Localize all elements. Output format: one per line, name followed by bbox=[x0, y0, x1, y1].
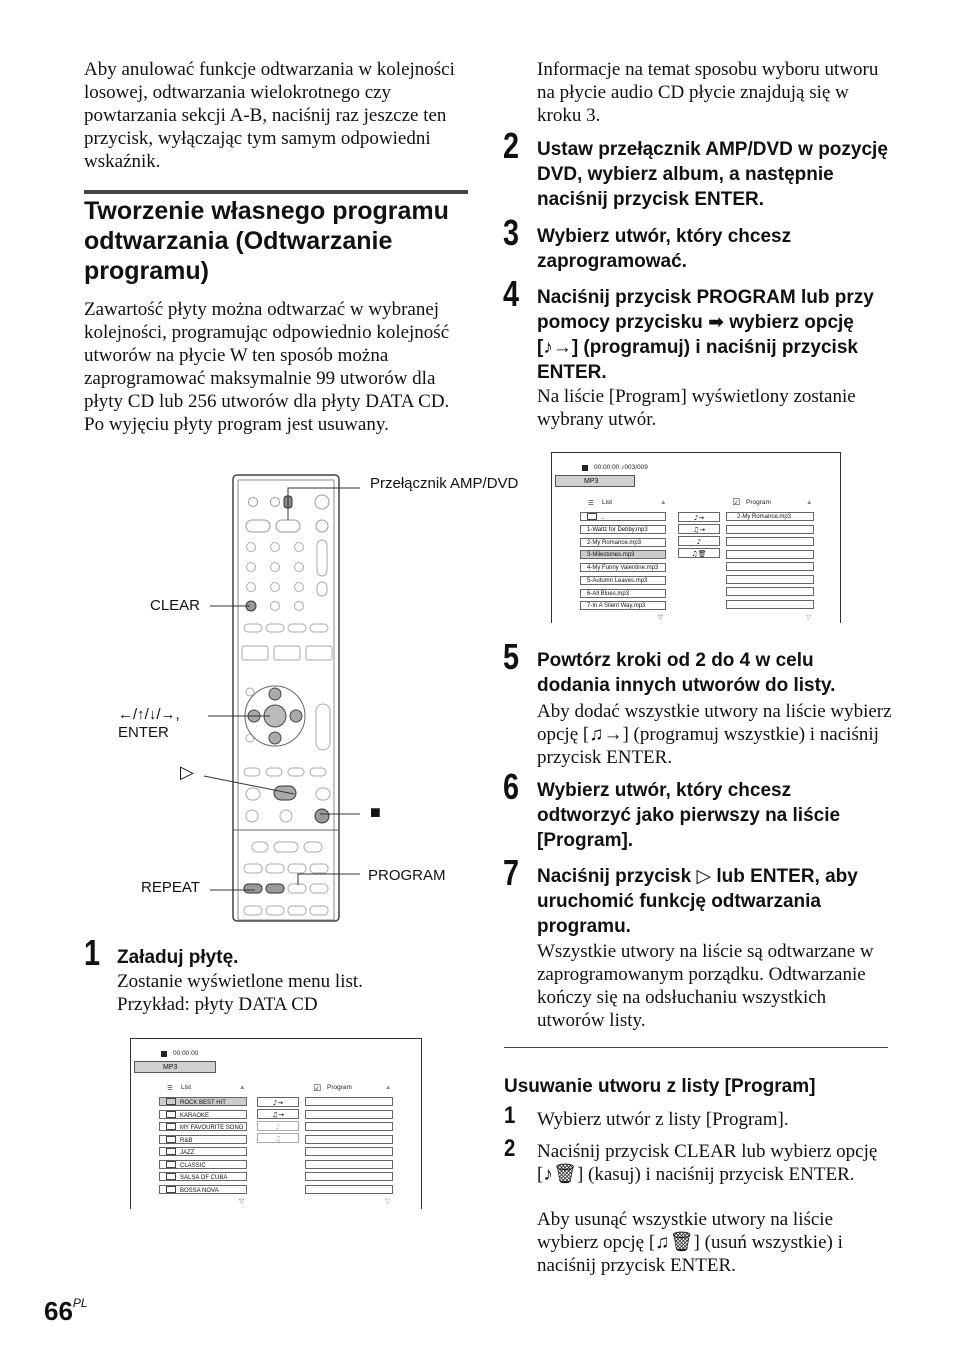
stop-label: ■ bbox=[370, 802, 381, 822]
program-slot[interactable] bbox=[305, 1185, 393, 1194]
program-label: PROGRAM bbox=[368, 867, 446, 884]
step-1-title: Załaduj płytę. bbox=[117, 947, 239, 968]
checkbox-icon: ☑ bbox=[732, 497, 741, 507]
clear-label: CLEAR bbox=[150, 597, 201, 614]
folder-icon bbox=[166, 1136, 176, 1143]
step-3-number: 3 bbox=[503, 212, 520, 253]
clear-all-button[interactable]: ♫ bbox=[257, 1133, 299, 1143]
step-3-title: Wybierz utwór, który chcesz zaprogramować. bbox=[537, 226, 792, 272]
screen2-disc-type: MP3 bbox=[555, 475, 635, 487]
screen1-program-label: Program bbox=[327, 1084, 352, 1091]
screen-mp3-program bbox=[551, 452, 841, 623]
folder-icon bbox=[166, 1123, 176, 1130]
enter-label: ENTER bbox=[118, 724, 169, 741]
program-slot[interactable] bbox=[726, 600, 814, 609]
right-intro: Informacje na temat sposobu wyboru utworu na płycie audio CD płycie znajdują się w kroku 3. bbox=[537, 59, 879, 126]
program-button[interactable]: ♪→ bbox=[678, 512, 720, 522]
stop-indicator-icon bbox=[161, 1051, 167, 1057]
scroll-down-icon: ▽ bbox=[658, 614, 663, 621]
folder-icon bbox=[166, 1098, 176, 1105]
step-2-number: 2 bbox=[503, 125, 520, 166]
removal-step-2b-text: Aby usunąć wszystkie utwory na liście wybierz opcję [♫🗑] (usuń wszystkie) i naciśnij przycisk ENTER. bbox=[537, 1209, 843, 1276]
screen2-status: 00:00:00 ♪003/009 bbox=[594, 464, 648, 471]
folder-icon bbox=[166, 1111, 176, 1118]
track-list-item[interactable]: 3-Milestones.mp3 bbox=[580, 550, 666, 559]
folder-icon bbox=[166, 1173, 176, 1180]
repeat-label: REPEAT bbox=[141, 879, 200, 896]
clear-all-button[interactable]: ♫🗑 bbox=[678, 548, 720, 558]
section-body: Zawartość płyty można odtwarzać w wybranej kolejności, programując odpowiednio kolejność utworów na płycie W ten sposób można zaprogramować maksymalnie 99 utworów dla płyty CD lub 256 utworów dla płyty DATA CD. Po wyjęciu płyty program jest usuwany. bbox=[84, 299, 450, 435]
step-4-number: 4 bbox=[503, 273, 520, 314]
step-1-number: 1 bbox=[84, 932, 101, 973]
program-all-button[interactable]: ♫→ bbox=[257, 1109, 299, 1119]
clear-button[interactable]: ♪ bbox=[678, 536, 720, 546]
screen2-list-label: List bbox=[602, 499, 613, 506]
removal-step-2-text: Naciśnij przycisk CLEAR lub wybierz opcję [♪🗑] (kasuj) i naciśnij przycisk ENTER. bbox=[537, 1141, 878, 1185]
removal-step-2-number: 2 bbox=[504, 1135, 516, 1162]
scroll-up-icon: ▲ bbox=[385, 1084, 392, 1091]
folder-icon bbox=[587, 513, 597, 520]
step-5-text: Aby dodać wszystkie utwory na liście wybierz opcję [♫→] (programuj wszystkie) i naciśnij przycisk ENTER. bbox=[537, 701, 892, 768]
program-slot[interactable] bbox=[726, 587, 814, 596]
scroll-up-icon: ▲ bbox=[239, 1084, 246, 1091]
track-list-item[interactable]: 1-Waltz for Debby.mp3 bbox=[580, 525, 666, 534]
program-slot[interactable] bbox=[726, 537, 814, 546]
program-slot[interactable] bbox=[305, 1172, 393, 1181]
program-slot[interactable] bbox=[305, 1135, 393, 1144]
list-icon: ☰ bbox=[588, 500, 594, 507]
section-divider bbox=[504, 1047, 888, 1048]
track-list-item[interactable]: 5-Autumn Leaves.mp3 bbox=[580, 576, 666, 585]
folder-list-item[interactable]: SALSA OF CUBA bbox=[159, 1172, 247, 1181]
callout-lines bbox=[200, 480, 380, 920]
step-5-title: Powtórz kroki od 2 do 4 w celu dodania innych utworów do listy. bbox=[537, 650, 836, 696]
program-slot[interactable] bbox=[726, 575, 814, 584]
folder-list-item[interactable]: R&B bbox=[159, 1135, 247, 1144]
intro-text: Aby anulować funkcje odtwarzania w kolejności losowej, odtwarzania wielokrotnego czy powtarzania sekcji A-B, naciśnij raz jeszcze ten przycisk, wyłączając tym samym odpowiedni wskaźnik. bbox=[84, 59, 455, 172]
parent-folder-row[interactable]: .. bbox=[580, 512, 666, 521]
program-all-button[interactable]: ♫→ bbox=[678, 524, 720, 534]
stop-indicator-icon bbox=[582, 465, 588, 471]
step-1-text: Zostanie wyświetlone menu list. Przykład: płyty DATA CD bbox=[117, 971, 363, 1015]
scroll-down-icon: ▽ bbox=[239, 1198, 244, 1205]
list-icon: ☰ bbox=[167, 1085, 173, 1092]
folder-list-item[interactable]: ROCK BEST HIT bbox=[159, 1097, 247, 1106]
folder-list-item[interactable]: CLASSIC bbox=[159, 1160, 247, 1169]
play-icon: ▷ bbox=[696, 866, 712, 887]
right-arrow-icon: ➡ bbox=[708, 312, 724, 333]
screen-data-cd bbox=[130, 1038, 422, 1209]
removal-step-1-text: Wybierz utwór z listy [Program]. bbox=[537, 1109, 789, 1130]
track-list-item[interactable]: 4-My Funny Valentine.mp3 bbox=[580, 563, 666, 572]
step-6-title: Wybierz utwór, który chcesz odtworzyć jako pierwszy na liście [Program]. bbox=[537, 780, 841, 851]
track-list-item[interactable]: 2-My Romance.mp3 bbox=[580, 538, 666, 547]
play-label: ▷ bbox=[180, 762, 194, 782]
program-slot[interactable] bbox=[726, 525, 814, 534]
step-2-title: Ustaw przełącznik AMP/DVD w pozycję DVD, wybierz album, a następnie naciśnij przycisk ENTER. bbox=[537, 139, 888, 210]
program-slot[interactable] bbox=[726, 562, 814, 571]
page-number: $66^{PL}$ bbox=[44, 1296, 88, 1326]
track-list-item[interactable]: 6-All Blues.mp3 bbox=[580, 589, 666, 598]
step-4-title: Naciśnij przycisk PROGRAM lub przy pomocy przycisku ➡ wybierz opcję [♪→] (programuj) i naciśnij przycisk ENTER. bbox=[537, 287, 874, 383]
folder-list-item[interactable]: BOSSA NOVA bbox=[159, 1185, 247, 1194]
scroll-down-icon: ▽ bbox=[806, 614, 811, 621]
step-4-text: Na liście [Program] wyświetlony zostanie wybrany utwór. bbox=[537, 386, 856, 430]
step-6-number: 6 bbox=[503, 766, 520, 807]
step-7-number: 7 bbox=[503, 852, 520, 893]
program-slot[interactable] bbox=[305, 1147, 393, 1156]
screen1-list-label: List bbox=[181, 1084, 192, 1091]
checkbox-icon: ☑ bbox=[313, 1083, 322, 1093]
program-slot[interactable] bbox=[726, 550, 814, 559]
scroll-down-icon: ▽ bbox=[385, 1198, 390, 1205]
program-slot[interactable] bbox=[305, 1110, 393, 1119]
arrows-label: ←/↑/↓/→, bbox=[118, 706, 180, 723]
removal-heading: Usuwanie utworu z listy [Program] bbox=[504, 1076, 816, 1097]
folder-icon bbox=[166, 1161, 176, 1168]
folder-list-item[interactable]: KARAOKE bbox=[159, 1110, 247, 1119]
screen1-disc-type: MP3 bbox=[134, 1061, 216, 1073]
step-5-number: 5 bbox=[503, 636, 520, 677]
scroll-up-icon: ▲ bbox=[660, 499, 667, 506]
switch-label: Przełącznik AMP/DVD bbox=[370, 475, 519, 492]
folder-icon bbox=[166, 1186, 176, 1193]
step-7-title: Naciśnij przycisk ▷ lub ENTER, aby uruchomić funkcję odtwarzania programu. bbox=[537, 866, 858, 937]
program-slot[interactable] bbox=[305, 1122, 393, 1131]
section-heading: Tworzenie własnego programu odtwarzania (Odtwarzanie programu) bbox=[84, 197, 449, 285]
scroll-up-icon: ▲ bbox=[806, 499, 813, 506]
removal-step-1-number: 1 bbox=[504, 1102, 516, 1129]
program-slot[interactable] bbox=[305, 1160, 393, 1169]
clear-button[interactable]: ♪ bbox=[257, 1121, 299, 1131]
track-list-item[interactable]: 7-In A Silent Way.mp3 bbox=[580, 601, 666, 610]
screen1-time: 00:00:00 bbox=[173, 1050, 199, 1057]
program-slot[interactable] bbox=[305, 1097, 393, 1106]
folder-list-item[interactable]: MY FAVOURITE SONG bbox=[159, 1122, 247, 1131]
program-button[interactable]: ♪→ bbox=[257, 1097, 299, 1107]
program-slot[interactable]: 2-My Romance.mp3 bbox=[726, 512, 814, 521]
folder-icon bbox=[166, 1148, 176, 1155]
screen2-program-label: Program bbox=[746, 499, 771, 506]
heading-rule bbox=[84, 190, 468, 194]
step-7-text: Wszystkie utwory na liście są odtwarzane w zaprogramowanym porządku. Odtwarzanie kończy się na odsłuchaniu wszystkich utworów listy. bbox=[537, 941, 874, 1031]
folder-list-item[interactable]: JAZZ bbox=[159, 1147, 247, 1156]
